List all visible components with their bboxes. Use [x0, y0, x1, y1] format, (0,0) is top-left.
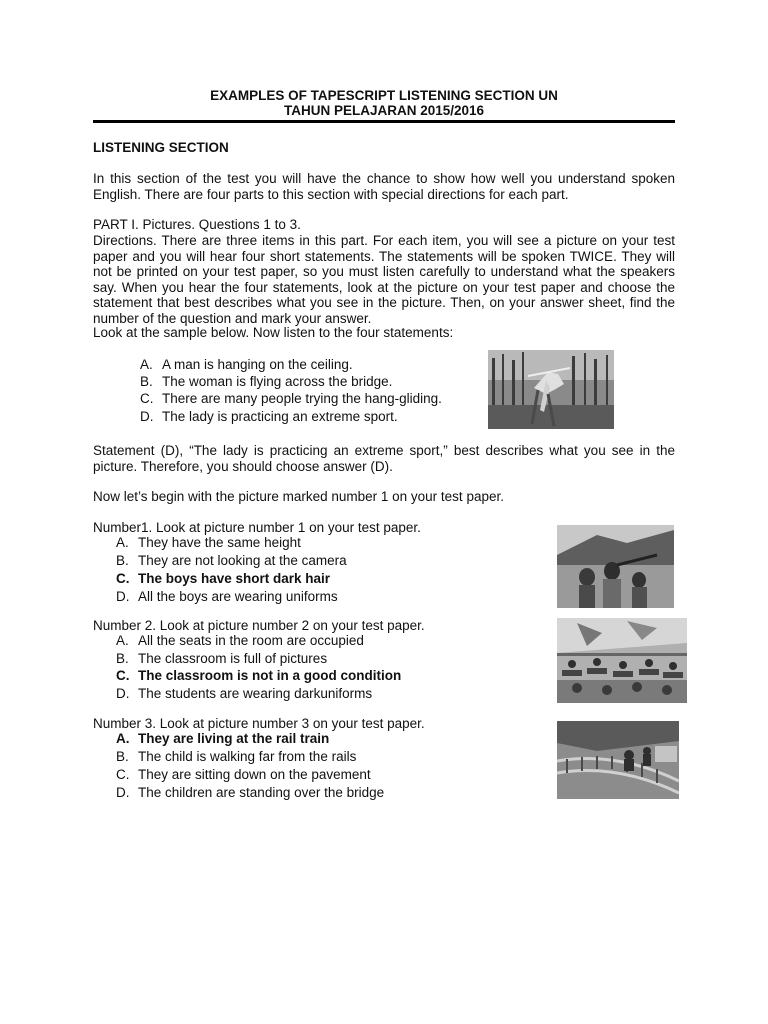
option-text: A man is hanging on the ceiling.: [162, 357, 353, 372]
option-letter: B.: [116, 651, 129, 666]
question-2-picture-classroom: [557, 618, 687, 703]
title-divider: [93, 120, 675, 123]
option-text: They are living at the rail train: [138, 731, 330, 746]
question-1-option-c-answer: [116, 571, 330, 587]
directions-paragraph: Directions. There are three items in this part. For each item, you will see a picture on your test paper and you will hear four short statements. The statements will be spoken TWICE. They will not be printed on your test paper, so you must listen carefully to understand what the speakers say. When you hear the four statements, look at the picture on your test paper and choose the statement that best describes what you see in the picture. Then, on your answer sheet, find the number of the question and mark your answer.: [93, 233, 675, 326]
question-3-prompt: Number 3. Look at picture number 3 on your test paper.: [93, 716, 425, 731]
option-letter: D.: [116, 686, 130, 701]
question-1-picture-boys: [557, 525, 674, 608]
question-1-option-a: [116, 535, 301, 551]
question-3-option-b: [116, 749, 356, 765]
question-3-option-d: [116, 785, 384, 801]
option-text: The lady is practicing an extreme sport.: [162, 409, 398, 424]
option-letter: A.: [116, 535, 129, 550]
option-letter: A.: [116, 731, 130, 746]
sample-option-a: [140, 357, 353, 373]
option-letter: D.: [116, 785, 130, 800]
sample-explanation: Statement (D), “The lady is practicing an extreme sport,” best describes what you see in the picture. Therefore, you should choose answer (D).: [93, 443, 675, 474]
option-letter: A.: [140, 357, 153, 372]
option-text: All the boys are wearing uniforms: [138, 589, 338, 604]
option-text: There are many people trying the hang-gliding.: [162, 391, 442, 406]
section-heading: LISTENING SECTION: [93, 140, 229, 155]
document-title-line1: EXAMPLES OF TAPESCRIPT LISTENING SECTION UN: [210, 88, 558, 103]
option-letter: C.: [140, 391, 154, 406]
question-1-option-d: [116, 589, 338, 605]
option-text: They have the same height: [138, 535, 301, 550]
option-letter: C.: [116, 571, 130, 586]
option-letter: B.: [116, 553, 129, 568]
option-text: The students are wearing darkuniforms: [138, 686, 373, 701]
document-title-line2: TAHUN PELAJARAN 2015/2016: [283, 103, 485, 118]
intro-paragraph: In this section of the test you will have the chance to show how well you understand spoken English. There are four parts to this section with special directions for each part.: [93, 171, 675, 202]
option-letter: B.: [116, 749, 129, 764]
option-text: The woman is flying across the bridge.: [162, 374, 393, 389]
question-3-option-a-answer: [116, 731, 329, 747]
option-text: The child is walking far from the rails: [138, 749, 357, 764]
sample-option-b: [140, 374, 392, 390]
question-3-option-c: [116, 767, 371, 783]
option-letter: D.: [140, 409, 154, 424]
option-letter: C.: [116, 668, 130, 683]
question-2-option-c-answer: [116, 668, 401, 684]
sample-picture-hang-gliding: [488, 350, 614, 429]
option-text: The classroom is not in a good condition: [138, 668, 402, 683]
question-1-option-b: [116, 553, 347, 569]
question-2-option-b: [116, 651, 327, 667]
question-2-option-d: [116, 686, 372, 702]
question-2-prompt: Number 2. Look at picture number 2 on your test paper.: [93, 618, 425, 633]
sample-option-d: [140, 409, 398, 425]
option-text: They are not looking at the camera: [138, 553, 347, 568]
option-text: All the seats in the room are occupied: [138, 633, 364, 648]
question-1-prompt: Number1. Look at picture number 1 on your test paper.: [93, 520, 421, 535]
option-letter: A.: [116, 633, 129, 648]
begin-instruction: Now let’s begin with the picture marked number 1 on your test paper.: [93, 489, 504, 504]
option-letter: C.: [116, 767, 130, 782]
option-text: The boys have short dark hair: [138, 571, 331, 586]
option-text: The classroom is full of pictures: [138, 651, 328, 666]
sample-intro: Look at the sample below. Now listen to the four statements:: [93, 325, 454, 340]
question-2-option-a: [116, 633, 364, 649]
sample-option-c: [140, 391, 442, 407]
option-letter: B.: [140, 374, 153, 389]
option-letter: D.: [116, 589, 130, 604]
part-label: PART I. Pictures. Questions 1 to 3.: [93, 217, 301, 232]
question-3-picture-rail-train: [557, 721, 679, 799]
option-text: The children are standing over the bridge: [138, 785, 385, 800]
option-text: They are sitting down on the pavement: [138, 767, 371, 782]
